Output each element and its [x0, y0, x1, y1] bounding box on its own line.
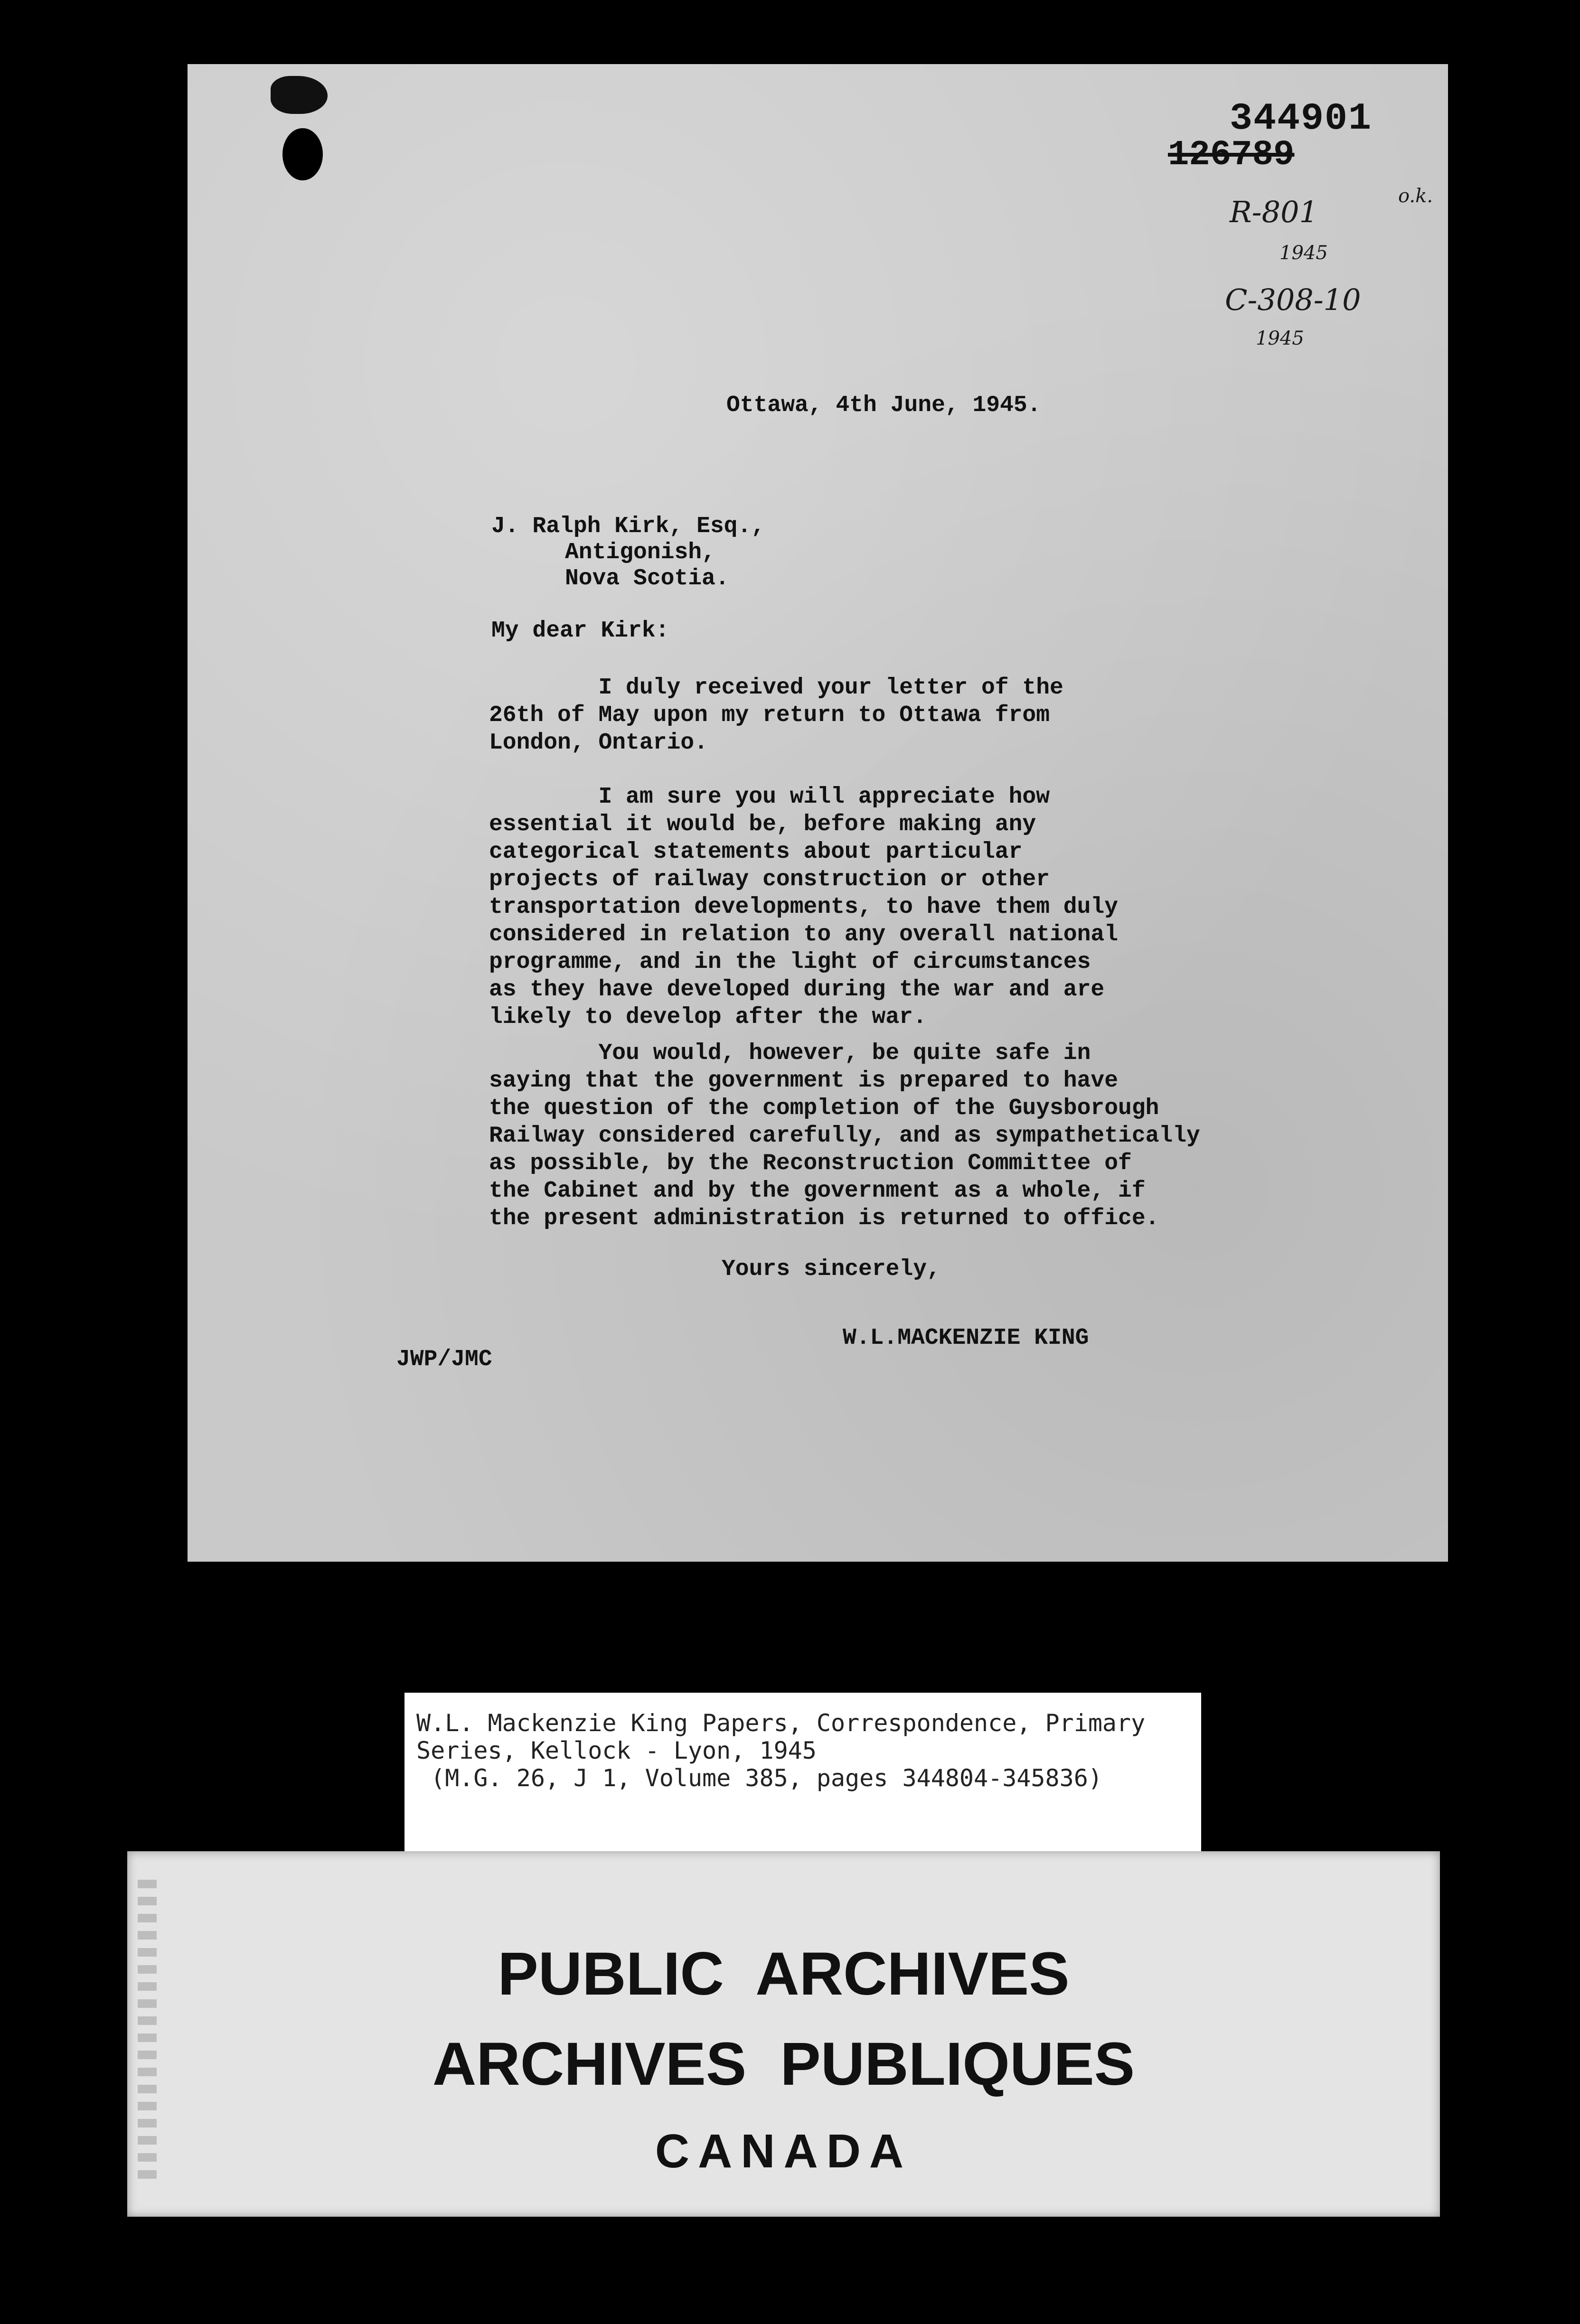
paragraph-line: as they have developed during the war and are	[489, 977, 1105, 1003]
paragraph-line: the present administration is returned to office.	[489, 1206, 1159, 1231]
paragraph-line: likely to develop after the war.	[489, 1004, 927, 1030]
banner-title-fr: ARCHIVES PUBLIQUES	[432, 2030, 1135, 2098]
paragraph-line: the Cabinet and by the government as a whole, if	[489, 1178, 1146, 1204]
old-page-number: 126789	[1168, 135, 1295, 175]
paragraph-line: London, Ontario.	[489, 730, 708, 756]
punch-hole	[282, 128, 323, 180]
paragraph-line: projects of railway construction or other	[489, 867, 1050, 892]
letter-page	[188, 64, 1448, 1562]
address-line: Antigonish,	[565, 540, 715, 565]
paragraph-line: categorical statements about particular	[489, 839, 1023, 865]
citation-line: W.L. Mackenzie King Papers, Correspondence, Primary	[416, 1709, 1146, 1737]
paragraph-line: the question of the completion of the Guysborough	[489, 1096, 1159, 1121]
banner-country: CANADA	[655, 2125, 912, 2178]
banner-title-en: PUBLIC ARCHIVES	[498, 1940, 1070, 2008]
signature: W.L.MACKENZIE KING	[843, 1325, 1089, 1351]
paragraph-line: 26th of May upon my return to Ottawa from	[489, 703, 1050, 728]
handwritten-ref-r-year: 1945	[1279, 242, 1328, 264]
paragraph-line: as possible, by the Reconstruction Committee of	[489, 1151, 1132, 1176]
paragraph-line: I am sure you will appreciate how	[489, 784, 1050, 810]
archive-page-number: 344901	[1230, 97, 1373, 141]
paragraph-3	[489, 1040, 1462, 1232]
citation-line: (M.G. 26, J 1, Volume 385, pages 344804-345836)	[416, 1764, 1102, 1792]
archive-banner	[127, 1851, 1440, 2217]
typist-initials: JWP/JMC	[396, 1347, 492, 1372]
address-line: Nova Scotia.	[565, 566, 729, 591]
paragraph-line: saying that the government is prepared to have	[489, 1068, 1119, 1094]
paragraph-line: transportation developments, to have them duly	[489, 894, 1119, 920]
handwritten-ref-c: C-308-10	[1225, 282, 1361, 317]
paragraph-line: I duly received your letter of the	[489, 675, 1063, 701]
ink-blot	[271, 76, 328, 114]
dateline: Ottawa, 4th June, 1945.	[726, 393, 1041, 418]
salutation: My dear Kirk:	[491, 618, 669, 644]
paragraph-1	[489, 674, 1462, 757]
handwritten-ok: o.k.	[1398, 185, 1433, 207]
handwritten-ref-r: R-801	[1230, 195, 1318, 229]
paragraph-2	[489, 783, 1462, 1031]
paragraph-line: Railway considered carefully, and as sympathetically	[489, 1123, 1200, 1149]
paragraph-line: programme, and in the light of circumstances	[489, 949, 1091, 975]
citation-line: Series, Kellock - Lyon, 1945	[416, 1737, 817, 1764]
paragraph-line: You would, however, be quite safe in	[489, 1040, 1091, 1066]
citation-label	[404, 1693, 1201, 1856]
address-line: J. Ralph Kirk, Esq.,	[491, 514, 765, 539]
handwritten-ref-c-year: 1945	[1256, 328, 1304, 349]
paragraph-line: essential it would be, before making any	[489, 812, 1036, 837]
paragraph-line: considered in relation to any overall national	[489, 922, 1119, 947]
closing: Yours sincerely,	[722, 1256, 940, 1282]
